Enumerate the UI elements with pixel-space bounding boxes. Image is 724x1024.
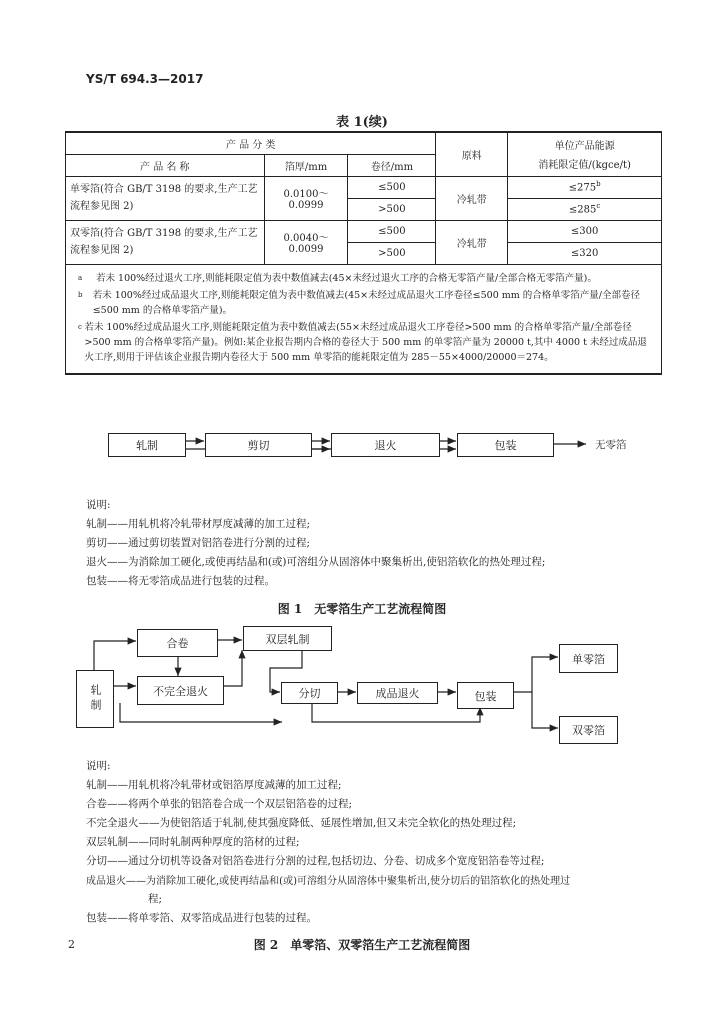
fig2-desc-line: 分切——通过分切机等设备对铝箔卷进行分割的过程,包括切边、分卷、切成多个宽度铝箔卷等过程; (86, 855, 545, 867)
fig2-double-foil-box: 双零箔 (559, 716, 618, 744)
fig2-desc-line: 合卷——将两个单张的铝箔卷合成一个双层铝箔卷的过程; (86, 798, 353, 810)
coil-diameter-cell: ≤500 (348, 220, 436, 242)
fig1-caption: 图 1 无零箔生产工艺流程简图 (277, 602, 447, 616)
fig1-desc-line: 退火——为消除加工硬化,或使再结晶和(或)可溶组分从固溶体中聚集析出,使铝箔软化的热处理过程; (86, 556, 546, 568)
fig2-caption: 图 2 单零箔、双零箔生产工艺流程简图 (253, 938, 471, 952)
header-coil-diameter: 卷径/mm (348, 154, 436, 176)
fig2-single-foil-box: 单零箔 (559, 644, 618, 673)
limit-value: ≤285 (568, 204, 597, 216)
fig1-desc-title: 说明: (86, 499, 111, 511)
fig2-rolling-box: 轧制 (76, 670, 114, 728)
note-ref: b (596, 180, 601, 189)
fig1-desc-line: 剪切——通过剪切装置对铝箔卷进行分割的过程; (86, 537, 311, 549)
fig2-desc-line: 包装——将单零箔、双零箔成品进行包装的过程。 (86, 912, 317, 924)
fig1-desc-line: 轧制——用轧机将冷轧带材厚度减薄的加工过程; (86, 518, 311, 530)
fig1-rolling-box: 轧制 (108, 433, 186, 457)
header-raw-material: 原料 (436, 132, 508, 176)
raw-material-cell: 冷轧带 (436, 220, 508, 264)
thickness-cell: 0.0100～0.0999 (264, 176, 348, 220)
fig1-shearing-box: 剪切 (205, 433, 312, 457)
fig2-slitting-box: 分切 (281, 682, 338, 704)
fig1-annealing-box: 退火 (331, 433, 440, 457)
note-mark: b (78, 290, 83, 299)
product-name-cell: 单零箔(符合 GB/T 3198 的要求,生产工艺流程参见图 2) (66, 176, 265, 220)
fig2-desc-line: 成品退火——为消除加工硬化,或使再结晶和(或)可溶组分从固溶体中聚集析出,使分切后的铝箔软化的热处理过 (86, 876, 571, 887)
standard-number: YS/T 694.3—2017 (86, 72, 204, 86)
fig2-desc-line: 程; (148, 893, 163, 905)
fig2-merge-box: 合卷 (137, 629, 218, 657)
fig2-desc-line: 轧制——用轧机将冷轧带材或铝箔厚度减薄的加工过程; (86, 779, 342, 791)
fig2-packing-box: 包装 (457, 682, 514, 709)
note-text: 若未 100%经过成品退火工序,则能耗限定值为表中数值减去(45×未经过成品退火工序卷径≤500 mm 的合格单零箔产量/全部卷径≤500 mm 的合格单零箔产量)。 (92, 289, 640, 316)
raw-material-cell: 冷轧带 (436, 176, 508, 220)
fig2-desc-title: 说明: (86, 760, 111, 772)
coil-diameter-cell: >500 (348, 198, 436, 220)
fig2-desc-line: 不完全退火——为使铝箔适于轧制,使其强度降低、延展性增加,但又未完全软化的热处理过程; (86, 817, 517, 829)
header-energy-limit-line2: 消耗限定值/(kgce/t) (538, 160, 631, 172)
note-ref: c (596, 202, 601, 211)
coil-diameter-cell: >500 (348, 242, 436, 264)
header-energy-limit-line1: 单位产品能源 (554, 141, 615, 153)
note-mark: a (78, 273, 83, 282)
header-product-name: 产 品 名 称 (66, 154, 265, 176)
fig2-incomplete-anneal-box: 不完全退火 (137, 676, 224, 705)
coil-diameter-cell: ≤500 (348, 176, 436, 198)
product-name-cell: 双零箔(符合 GB/T 3198 的要求,生产工艺流程参见图 2) (66, 220, 265, 264)
header-product-class: 产 品 分 类 (66, 132, 436, 154)
note-text: 若未 100%经过退火工序,则能耗限定值为表中数值减去(45×未经过退火工序的合格无零箔产量/全部合格无零箔产量)。 (96, 272, 597, 284)
limit-value-cell: ≤320 (508, 242, 662, 264)
limit-value: ≤275 (568, 182, 597, 194)
fig1-desc-line: 包装——将无零箔成品进行包装的过程。 (86, 575, 275, 587)
limit-value-cell: ≤300 (508, 220, 662, 242)
fig2-final-anneal-box: 成品退火 (357, 682, 438, 704)
table-title: 表 1(续) (336, 115, 388, 130)
thickness-cell: 0.0040～0.0099 (264, 220, 348, 264)
note-text: 若未 100%经过成品退火工序,则能耗限定值为表中数值减去(55×未经过成品退火工序卷径>500 mm 的合格单零箔产量/全部卷径>500 mm 的合格单零箔产量)。例如:某企业报告期内合格的卷径大于 500 mm 的单零箔产量为 20000 t,其中 4000 t 未经过成品退火工序,则用于评估该企业报告期内卷径大于 500 mm 单零箔的能耗限定值为 285－55×4000/20000＝274。 (84, 321, 647, 363)
fig1-packing-box: 包装 (457, 433, 554, 457)
note-mark: c (78, 322, 82, 331)
fig2-desc-line: 双层轧制——同时轧制两种厚度的箔材的过程; (86, 836, 300, 848)
fig2-double-rolling-box: 双层轧制 (243, 626, 332, 651)
fig1-output-label: 无零箔 (595, 439, 627, 451)
page-number: 2 (68, 938, 75, 951)
header-thickness: 箔厚/mm (264, 154, 348, 176)
